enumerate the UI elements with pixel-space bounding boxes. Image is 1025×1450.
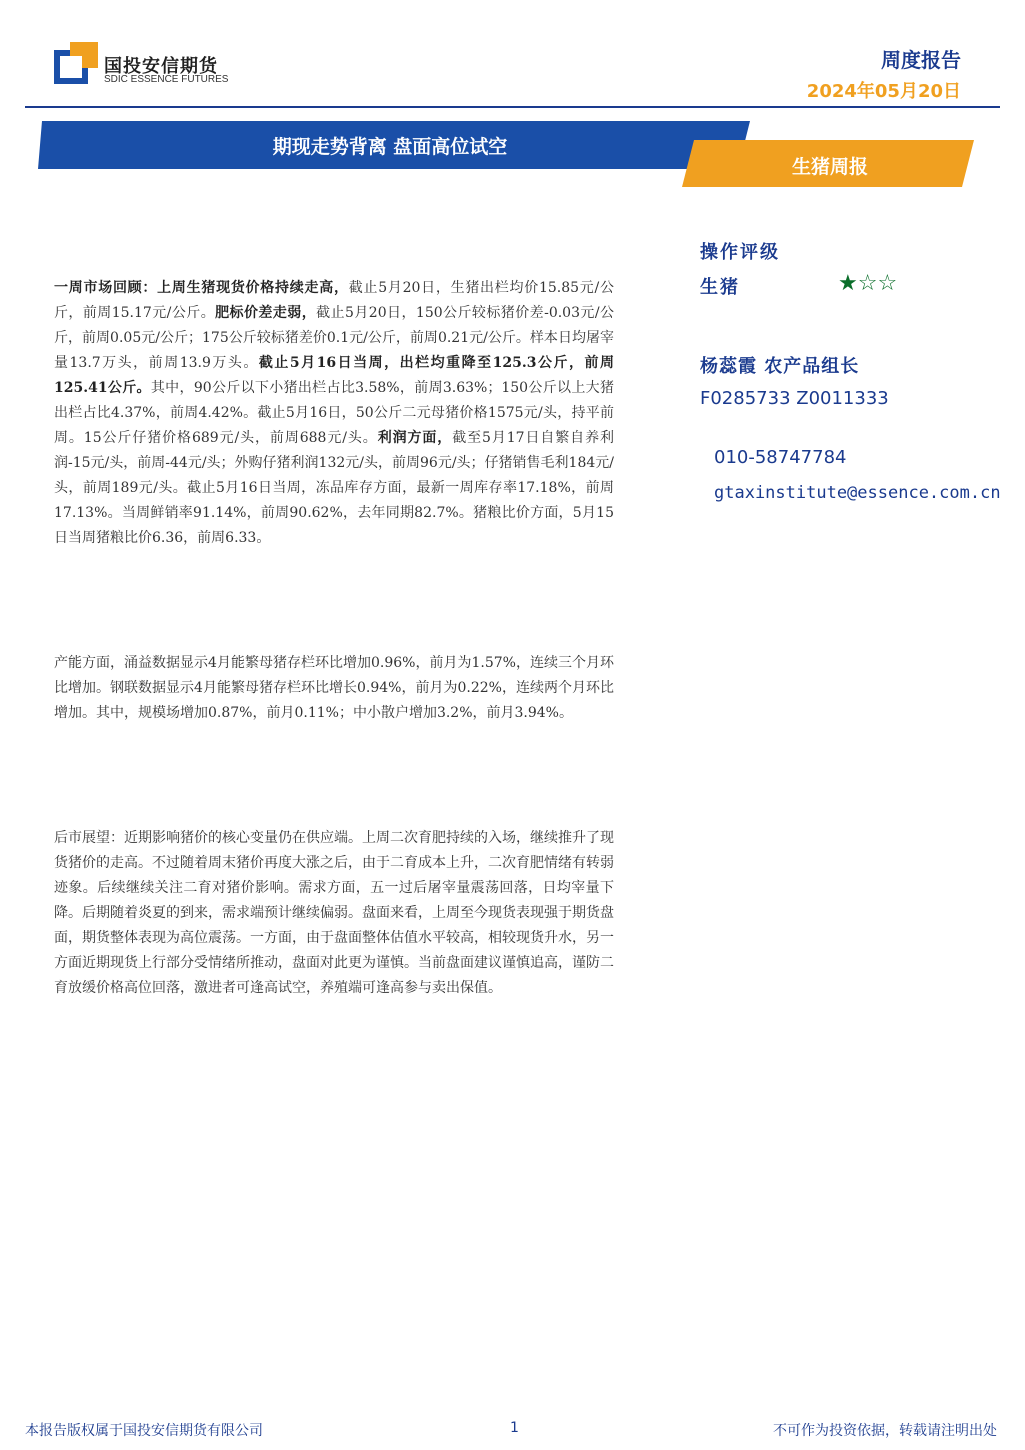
report-title: 期现走势背离 盘面高位试空 xyxy=(272,136,508,158)
contact-phone: 010-58747784 xyxy=(714,447,847,468)
footer-disclaimer: 不可作为投资依据，转载请注明出处 xyxy=(773,1423,997,1439)
report-category-tag: 生猪周报 xyxy=(791,156,868,178)
outlook-paragraph: 后市展望：近期影响猪价的核心变量仍在供应端。上周二次育肥持续的入场，继续推升了现货猪价的走高。不过随着周末猪价再度大涨之后，由于二育成本上升，二次育肥情绪有转弱迹象。后续继续关注二育对猪价影响。需求方面，五一过后屠宰量震荡回落，日均宰量下降。后期随着炎夏的到来，需求端预计继续偏弱。盘面来看，上周至今现货表现强于期货盘面，期货整体表现为高位震荡。一方面，由于盘面整体估值水平较高，相较现货升水，另一方面近期现货上行部分受情绪所推动，盘面对此更为谨慎。当前盘面建议谨慎追高，谨防二育放缓价格高位回落，激进者可逢高试空，养殖端可逢高参与卖出保值。 xyxy=(54,830,614,996)
footer-copyright: 本报告版权属于国投安信期货有限公司 xyxy=(25,1423,263,1439)
page-number: 1 xyxy=(510,1420,519,1436)
report-type: 周度报告 xyxy=(881,48,961,72)
rating-item-label: 生猪 xyxy=(700,277,740,298)
analyst-certificate: F0285733 Z0011333 xyxy=(700,388,889,409)
header-divider xyxy=(25,106,1000,108)
report-date: 2024年05月20日 xyxy=(806,81,961,102)
company-logo xyxy=(54,42,98,86)
capacity-paragraph: 产能方面，涌益数据显示4月能繁母猪存栏环比增加0.96%，前月为1.57%，连续三个月环比增加。钢联数据显示4月能繁母猪存栏环比增长0.94%，前月为0.22%，连续两个月环比增加。其中，规模场增加0.87%，前月0.11%；中小散户增加3.2%，前月3.94%。 xyxy=(54,655,614,721)
analyst-name: 杨蕊霞 农产品组长 xyxy=(700,356,860,377)
company-name-en: SDIC ESSENCE FUTURES xyxy=(104,74,229,85)
company-name-cn: 国投安信期货 xyxy=(104,56,218,77)
rating-stars-icon: ★☆☆ xyxy=(838,271,898,296)
rating-heading: 操作评级 xyxy=(700,242,780,263)
market-review-paragraph: 一周市场回顾：上周生猪现货价格持续走高，截止5月20日，生猪出栏均价15.85元/公斤，前周15.17元/公斤。肥标价差走弱，截止5月20日，150公斤较标猪价差-0.03元/公斤，前周0.05元/公斤；175公斤较标猪差价0.1元/公斤，前周0.21元/公斤。样本日均屠宰量13.7万头，前周13.9万头。截止5月16日当周，出栏均重降至125.3公斤，前周125.41公斤。其中，90公斤以下小猪出栏占比3.58%，前周3.63%；150公斤以上大猪出栏占比4.37%，前周4.42%。截止5月16日，50公斤二元母猪价格1575元/头，持平前周。15公斤仔猪价格689元/头，前周688元/头。利润方面，截至5月17日自繁自养利润-15元/头，前周-44元/头；外购仔猪利润132元/头，前周96元/头；仔猪销售毛利184元/头，前周189元/头。截止5月16日当周，冻品库存方面，最新一周库存率17.18%，前周17.13%。当周鲜销率91.14%，前周90.62%，去年同期82.7%。猪粮比价方面，5月15日当周猪粮比价6.36，前周6.33。 xyxy=(54,280,615,546)
market-review-lead: 一周市场回顾：上周生猪现货价格持续走高， xyxy=(54,280,349,296)
contact-email[interactable]: gtaxinstitute@essence.com.cn xyxy=(714,483,1001,503)
